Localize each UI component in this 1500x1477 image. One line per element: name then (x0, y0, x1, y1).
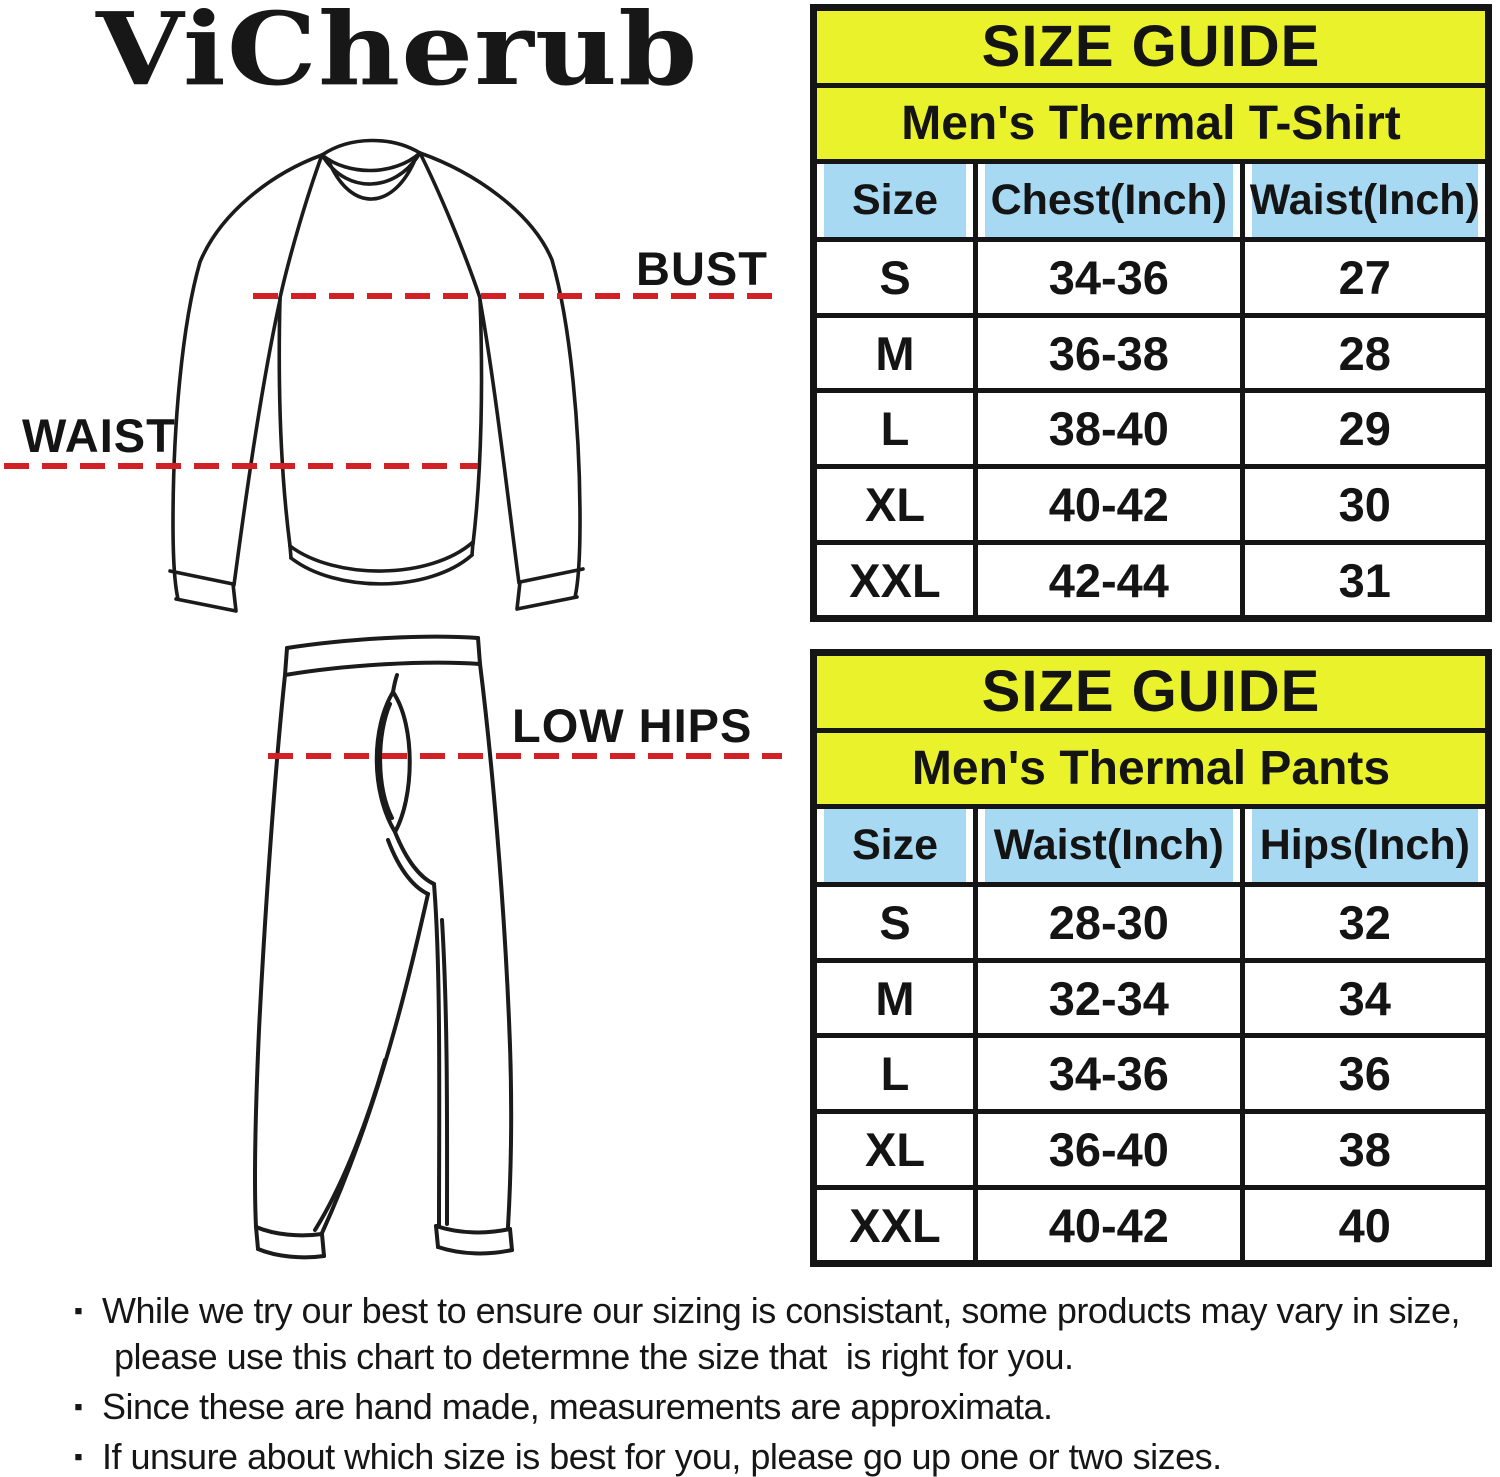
bust-label: BUST (636, 242, 768, 295)
hips-cell: 32 (1242, 884, 1488, 960)
shirt-row-m (814, 315, 1489, 391)
waist-cell: 30 (1242, 467, 1488, 543)
disclaimer-text: Since these are hand made, measurements are approximata. (102, 1386, 1053, 1427)
pants-row-m (814, 960, 1489, 1036)
hips-cell: 34 (1242, 960, 1488, 1036)
shirt-row-xxl (814, 543, 1489, 619)
shirt-row-l (814, 391, 1489, 467)
disclaimer-text: While we try our best to ensure our sizing is consistant, some products may vary in size, (102, 1290, 1461, 1331)
pants-col-size: Size (814, 806, 976, 884)
disclaimer-text: If unsure about which size is best for you, please go up one or two sizes. (102, 1436, 1222, 1477)
shirt-row-xl (814, 467, 1489, 543)
waist-cell: 34-36 (976, 1036, 1243, 1112)
disclaimer-text-continued: please use this chart to determne the size that is right for you. (114, 1336, 1074, 1377)
size-cell: XXL (814, 1188, 976, 1264)
disclaimer-item (60, 1288, 1492, 1380)
waist-cell: 29 (1242, 391, 1488, 467)
size-cell: S (814, 884, 976, 960)
thermal-shirt-illustration (170, 140, 583, 611)
square-bullet-icon: ▪ (74, 1393, 83, 1421)
shirt-col-waist: Waist(Inch) (1242, 161, 1488, 239)
waist-cell: 28-30 (976, 884, 1243, 960)
hips-cell: 40 (1242, 1188, 1488, 1264)
waist-cell: 28 (1242, 315, 1488, 391)
pants-table-title: SIZE GUIDE (814, 653, 1489, 731)
waist-cell: 27 (1242, 239, 1488, 315)
square-bullet-icon: ▪ (74, 1297, 83, 1325)
size-cell: XXL (814, 543, 976, 619)
chest-cell: 42-44 (976, 543, 1243, 619)
disclaimer-item (60, 1384, 1492, 1430)
shirt-size-guide-table (810, 4, 1492, 622)
size-cell: L (814, 391, 976, 467)
pants-col-waist: Waist(Inch) (976, 806, 1243, 884)
pants-size-guide-table (810, 649, 1492, 1267)
pants-row-s (814, 884, 1489, 960)
pants-row-xxl (814, 1188, 1489, 1264)
waist-cell: 40-42 (976, 1188, 1243, 1264)
waist-cell: 32-34 (976, 960, 1243, 1036)
shirt-col-chest: Chest(Inch) (976, 161, 1243, 239)
shirt-row-s (814, 239, 1489, 315)
hips-cell: 36 (1242, 1036, 1488, 1112)
shirt-table-title: SIZE GUIDE (814, 8, 1489, 86)
pants-row-xl (814, 1112, 1489, 1188)
hips-cell: 38 (1242, 1112, 1488, 1188)
pants-row-l (814, 1036, 1489, 1112)
size-cell: L (814, 1036, 976, 1112)
chest-cell: 38-40 (976, 391, 1243, 467)
chest-cell: 36-38 (976, 315, 1243, 391)
size-cell: M (814, 315, 976, 391)
thermal-pants-illustration (255, 637, 512, 1258)
brand-logo: ViCherub (96, 0, 699, 108)
pants-table-subtitle: Men's Thermal Pants (814, 730, 1489, 806)
square-bullet-icon: ▪ (74, 1443, 83, 1471)
disclaimer-item (60, 1434, 1492, 1477)
waist-cell: 36-40 (976, 1112, 1243, 1188)
chest-cell: 34-36 (976, 239, 1243, 315)
pants-col-hips: Hips(Inch) (1242, 806, 1488, 884)
waist-label: WAIST (22, 409, 176, 462)
garment-sketches (0, 0, 810, 1300)
chest-cell: 40-42 (976, 467, 1243, 543)
waist-cell: 31 (1242, 543, 1488, 619)
low-hips-label: LOW HIPS (512, 699, 753, 752)
shirt-table-subtitle: Men's Thermal T-Shirt (814, 85, 1489, 161)
size-cell: XL (814, 1112, 976, 1188)
size-cell: S (814, 239, 976, 315)
size-cell: M (814, 960, 976, 1036)
shirt-col-size: Size (814, 161, 976, 239)
size-cell: XL (814, 467, 976, 543)
disclaimer-notes (60, 1288, 1492, 1477)
